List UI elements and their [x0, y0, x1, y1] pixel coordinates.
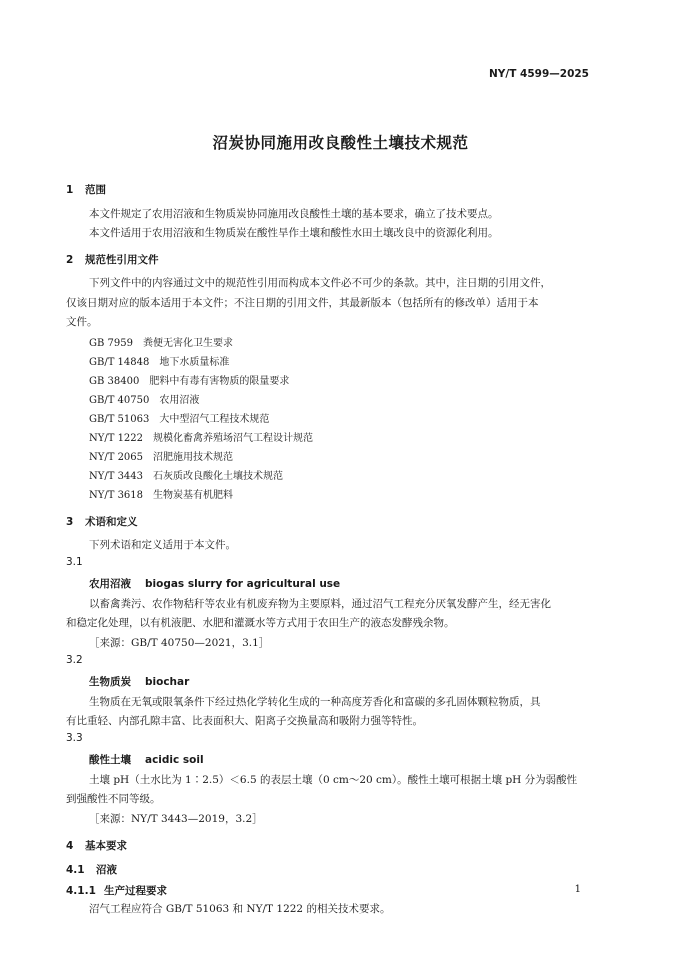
paragraph-line: 文件。	[66, 316, 98, 328]
reference-code: GB/T 14848	[89, 357, 150, 368]
paragraph-line: 下列文件中的内容通过文中的规范性引用而构成本文件必不可少的条款。其中，注日期的引用文件，	[89, 277, 551, 289]
term-heading	[89, 752, 204, 767]
reference-code: NY/T 3618	[89, 490, 144, 501]
reference-code: GB 7959	[89, 338, 133, 349]
subsection-4-1-heading	[66, 862, 117, 877]
paragraph-line: 到强酸性不同等级。	[66, 793, 161, 805]
reference-item	[89, 334, 233, 349]
paragraph-line: 生物质在无氧或限氧条件下经过热化学转化生成的一种高度芳香化和富碳的多孔固体颗粒物质，具	[89, 696, 541, 708]
reference-code: NY/T 3443	[89, 471, 144, 482]
reference-code: GB/T 40750	[89, 395, 150, 406]
term-heading	[89, 674, 189, 689]
reference-item	[89, 372, 289, 387]
paragraph-line: 仅该日期对应的版本适用于本文件；不注日期的引用文件，其最新版本（包括所有的修改单）适用于本	[66, 297, 539, 309]
reference-title: 生物炭基有机肥料	[153, 490, 234, 501]
section-title: 范围	[85, 184, 106, 196]
paragraph-line: 土壤 pH（土水比为 1∶2.5）＜6.5 的表层土壤（0 cm～20 cm）。酸性土壤可根据土壤 pH 分为弱酸性	[89, 774, 578, 786]
term-number: 3.2	[66, 654, 83, 666]
term-zh: 酸性土壤	[89, 754, 131, 766]
reference-title: 大中型沼气工程技术规范	[159, 414, 270, 425]
paragraph-line: 以畜禽粪污、农作物秸秆等农业有机废弃物为主要原料，通过沼气工程充分厌氧发酵产生，经无害化	[89, 598, 551, 610]
section-number: 4	[66, 840, 74, 852]
term-zh: 农用沼液	[89, 578, 131, 590]
section-title: 沼液	[96, 864, 117, 876]
reference-item	[89, 486, 233, 501]
reference-code: NY/T 1222	[89, 433, 144, 444]
term-en: biogas slurry for agricultural use	[145, 578, 341, 590]
section-title: 生产过程要求	[104, 885, 167, 897]
section-number: 3	[66, 516, 74, 528]
section-title: 基本要求	[85, 840, 127, 852]
document-code: NY/T 4599—2025	[489, 68, 589, 80]
section-2-heading	[66, 252, 159, 267]
reference-title: 规模化畜禽养殖场沼气工程设计规范	[153, 433, 314, 444]
reference-item	[89, 353, 229, 368]
reference-item	[89, 448, 233, 463]
term-source: ［来源：GB/T 40750—2021，3.1］	[89, 637, 270, 649]
term-source: ［来源：NY/T 3443—2019，3.2］	[89, 813, 263, 825]
reference-title: 粪便无害化卫生要求	[142, 338, 233, 349]
section-number: 4.1.1	[66, 885, 96, 897]
paragraph: 本文件规定了农用沼液和生物质炭协同施用改良酸性土壤的基本要求，确立了技术要点。	[89, 208, 499, 220]
reference-title: 肥料中有毒有害物质的限量要求	[149, 376, 290, 387]
document-title: 沼炭协同施用改良酸性土壤技术规范	[212, 134, 469, 152]
paragraph: 下列术语和定义适用于本文件。	[89, 539, 236, 551]
reference-code: GB 38400	[89, 376, 140, 387]
reference-title: 石灰质改良酸化土壤技术规范	[153, 471, 284, 482]
reference-item	[89, 429, 313, 444]
reference-title: 地下水质量标准	[159, 357, 230, 368]
section-3-heading	[66, 514, 138, 529]
reference-code: NY/T 2065	[89, 452, 144, 463]
section-1-heading	[66, 182, 106, 197]
section-number: 2	[66, 254, 74, 266]
term-number: 3.3	[66, 732, 83, 744]
term-zh: 生物质炭	[89, 676, 131, 688]
paragraph: 沼气工程应符合 GB/T 51063 和 NY/T 1222 的相关技术要求。	[89, 903, 391, 915]
reference-title: 沼肥施用技术规范	[153, 452, 234, 463]
section-title: 规范性引用文件	[85, 254, 159, 266]
term-number: 3.1	[66, 556, 83, 568]
reference-code: GB/T 51063	[89, 414, 150, 425]
page-number: 1	[574, 884, 581, 895]
reference-item	[89, 467, 283, 482]
section-number: 1	[66, 184, 74, 196]
term-en: acidic soil	[145, 754, 204, 766]
section-number: 4.1	[66, 864, 85, 876]
section-title: 术语和定义	[85, 516, 138, 528]
reference-item	[89, 410, 269, 425]
reference-title: 农用沼液	[159, 395, 200, 406]
term-heading	[89, 576, 340, 591]
paragraph-line: 有比重轻、内部孔隙丰富、比表面积大、阳离子交换量高和吸附力强等特性。	[66, 715, 423, 727]
paragraph-line: 和稳定化处理，以有机液肥、水肥和灌溉水等方式用于农田生产的液态发酵残余物。	[66, 617, 455, 629]
paragraph: 本文件适用于农用沼液和生物质炭在酸性旱作土壤和酸性水田土壤改良中的资源化利用。	[89, 227, 499, 239]
subsection-4-1-1-heading	[66, 883, 167, 898]
term-en: biochar	[145, 676, 190, 688]
section-4-heading	[66, 838, 127, 853]
reference-item	[89, 391, 199, 406]
